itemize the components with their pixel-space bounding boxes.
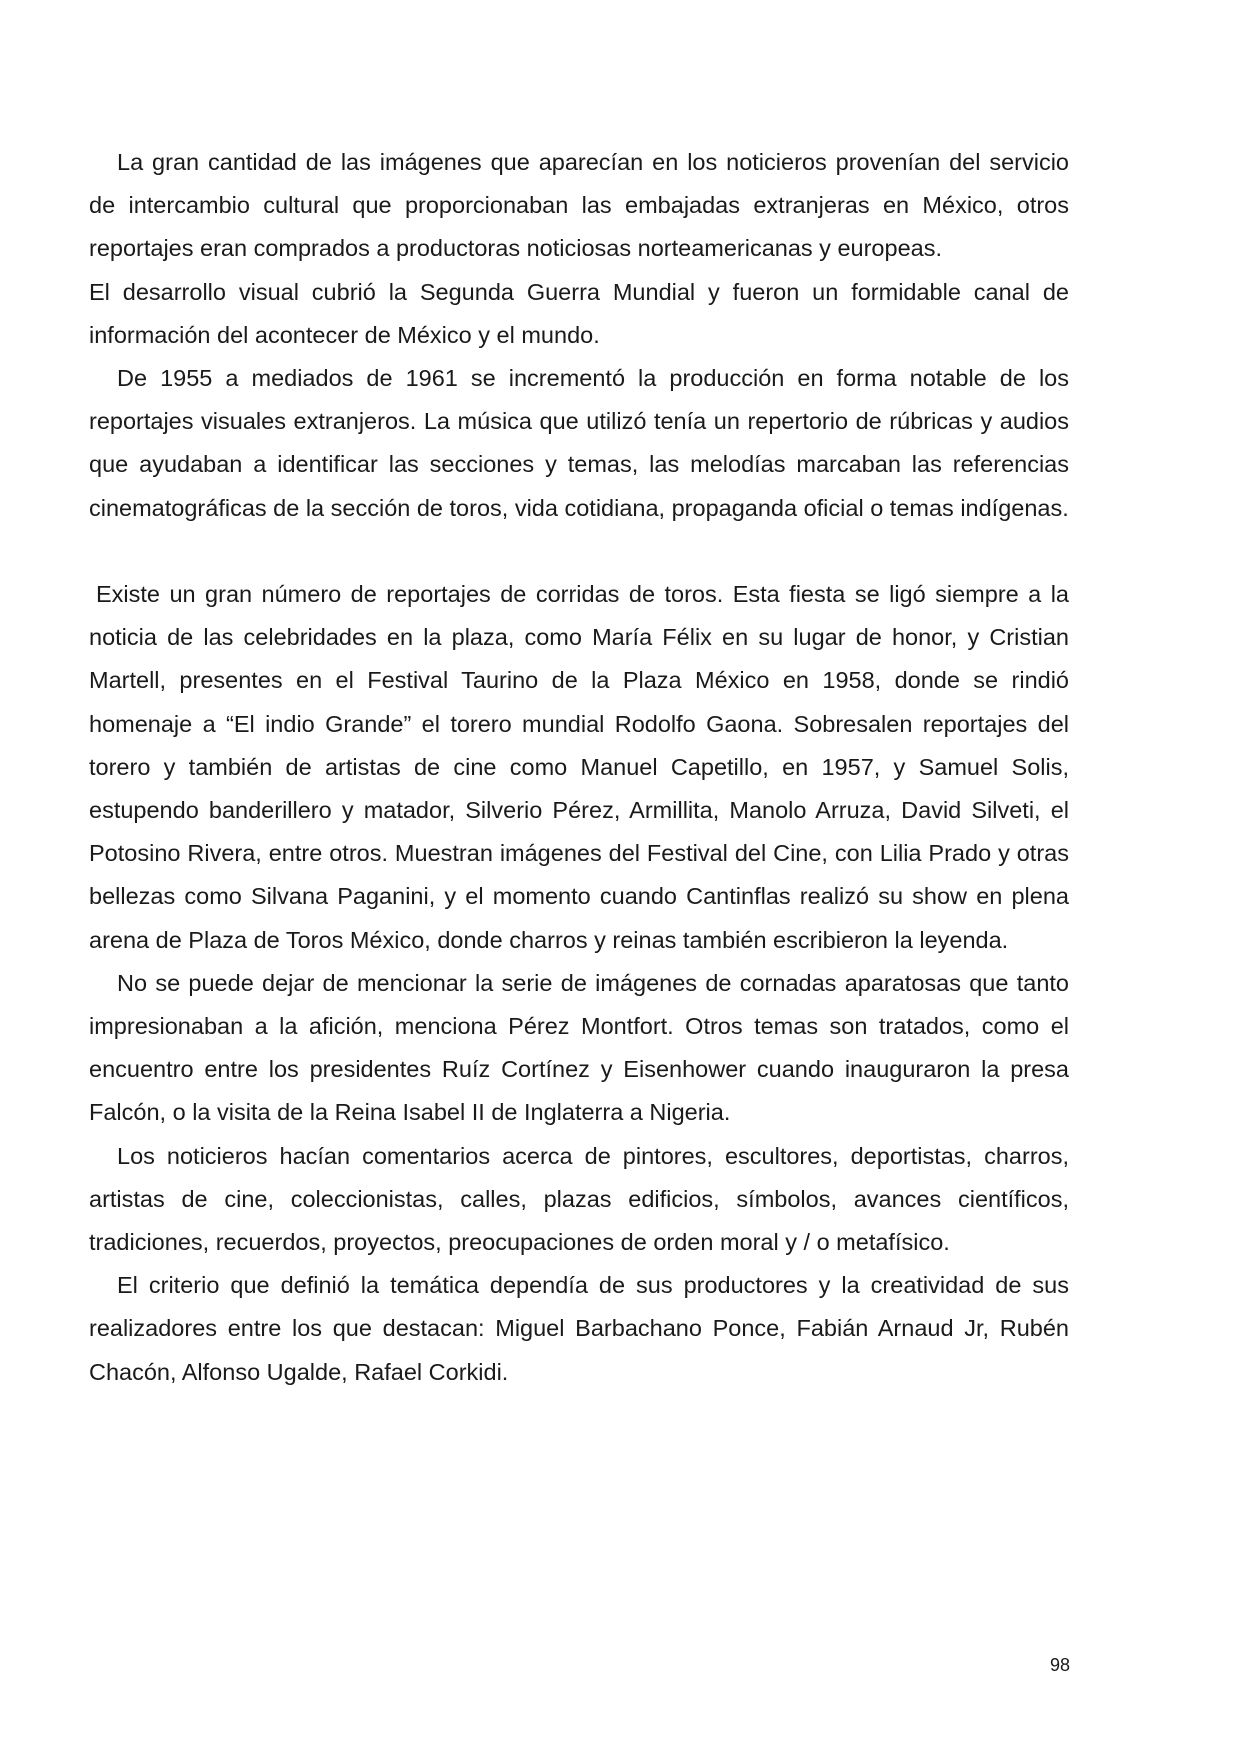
body-text: [89, 141, 1069, 1394]
paragraph-1: La gran cantidad de las imágenes que aparecían en los noticieros provenían del servicio de intercambio cultural que proporcionaban las embajadas extranjeras en México, otros reportajes eran comprados a productoras noticiosas norteamericanas y europeas.: [89, 149, 1069, 262]
paragraph-3: De 1955 a mediados de 1961 se incrementó la producción en forma notable de los reportajes visuales extranjeros. La música que utilizó tenía un repertorio de rúbricas y audios que ayudaban a identificar las secciones y temas, las melodías marcaban las referencias cinematográficas de la sección de toros, vida cotidiana, propaganda oficial o temas indígenas.: [89, 365, 1069, 521]
paragraph-6: Los noticieros hacían comentarios acerca de pintores, escultores, deportistas, charros, artistas de cine, coleccionistas, calles, plazas edificios, símbolos, avances científicos, tradiciones, recuerdos, proyectos, preocupaciones de orden moral y / o metafísico.: [89, 1142, 1069, 1256]
paragraph-7: El criterio que definió la temática dependía de sus productores y la creatividad de sus realizadores entre los que destacan: Miguel Barbachano Ponce, Fabián Arnaud Jr, Rubén Chacón, Alfonso Ugalde, Rafael Corkidi.: [89, 1272, 1069, 1385]
paragraph-5: No se puede dejar de mencionar la serie de imágenes de cornadas aparatosas que tanto impresionaban a la afición, menciona Pérez Montfort. Otros temas son tratados, como el encuentro entre los presidentes Ruíz Cortínez y Eisenhower cuando inauguraron la presa Falcón, o la visita de la Reina Isabel II de Inglaterra a Nigeria.: [89, 969, 1069, 1126]
page-number: 98: [1049, 1655, 1070, 1675]
paragraph-spacer: [89, 530, 1069, 573]
paragraph-4: Existe un gran número de reportajes de corridas de toros. Esta fiesta se ligó siempre a la noticia de las celebridades en la plaza, como María Félix en su lugar de honor, y Cristian Martell, presentes en el Festival Taurino de la Plaza México en 1958, donde se rindió homenaje a “El indio Grande” el torero mundial Rodolfo Gaona. Sobresalen reportajes del torero y también de artistas de cine como Manuel Capetillo, en 1957, y Samuel Solis, estupendo banderillero y matador, Silverio Pérez, Armillita, Manolo Arruza, David Silveti, el Potosino Rivera, entre otros. Muestran imágenes del Festival del Cine, con Lilia Prado y otras bellezas como Silvana Paganini, y el momento cuando Cantinflas realizó su show en plena arena de Plaza de Toros México, donde charros y reinas también escribieron la leyenda.: [89, 581, 1069, 953]
paragraph-2: El desarrollo visual cubrió la Segunda Guerra Mundial y fueron un formidable canal de información del acontecer de México y el mundo.: [89, 278, 1069, 348]
